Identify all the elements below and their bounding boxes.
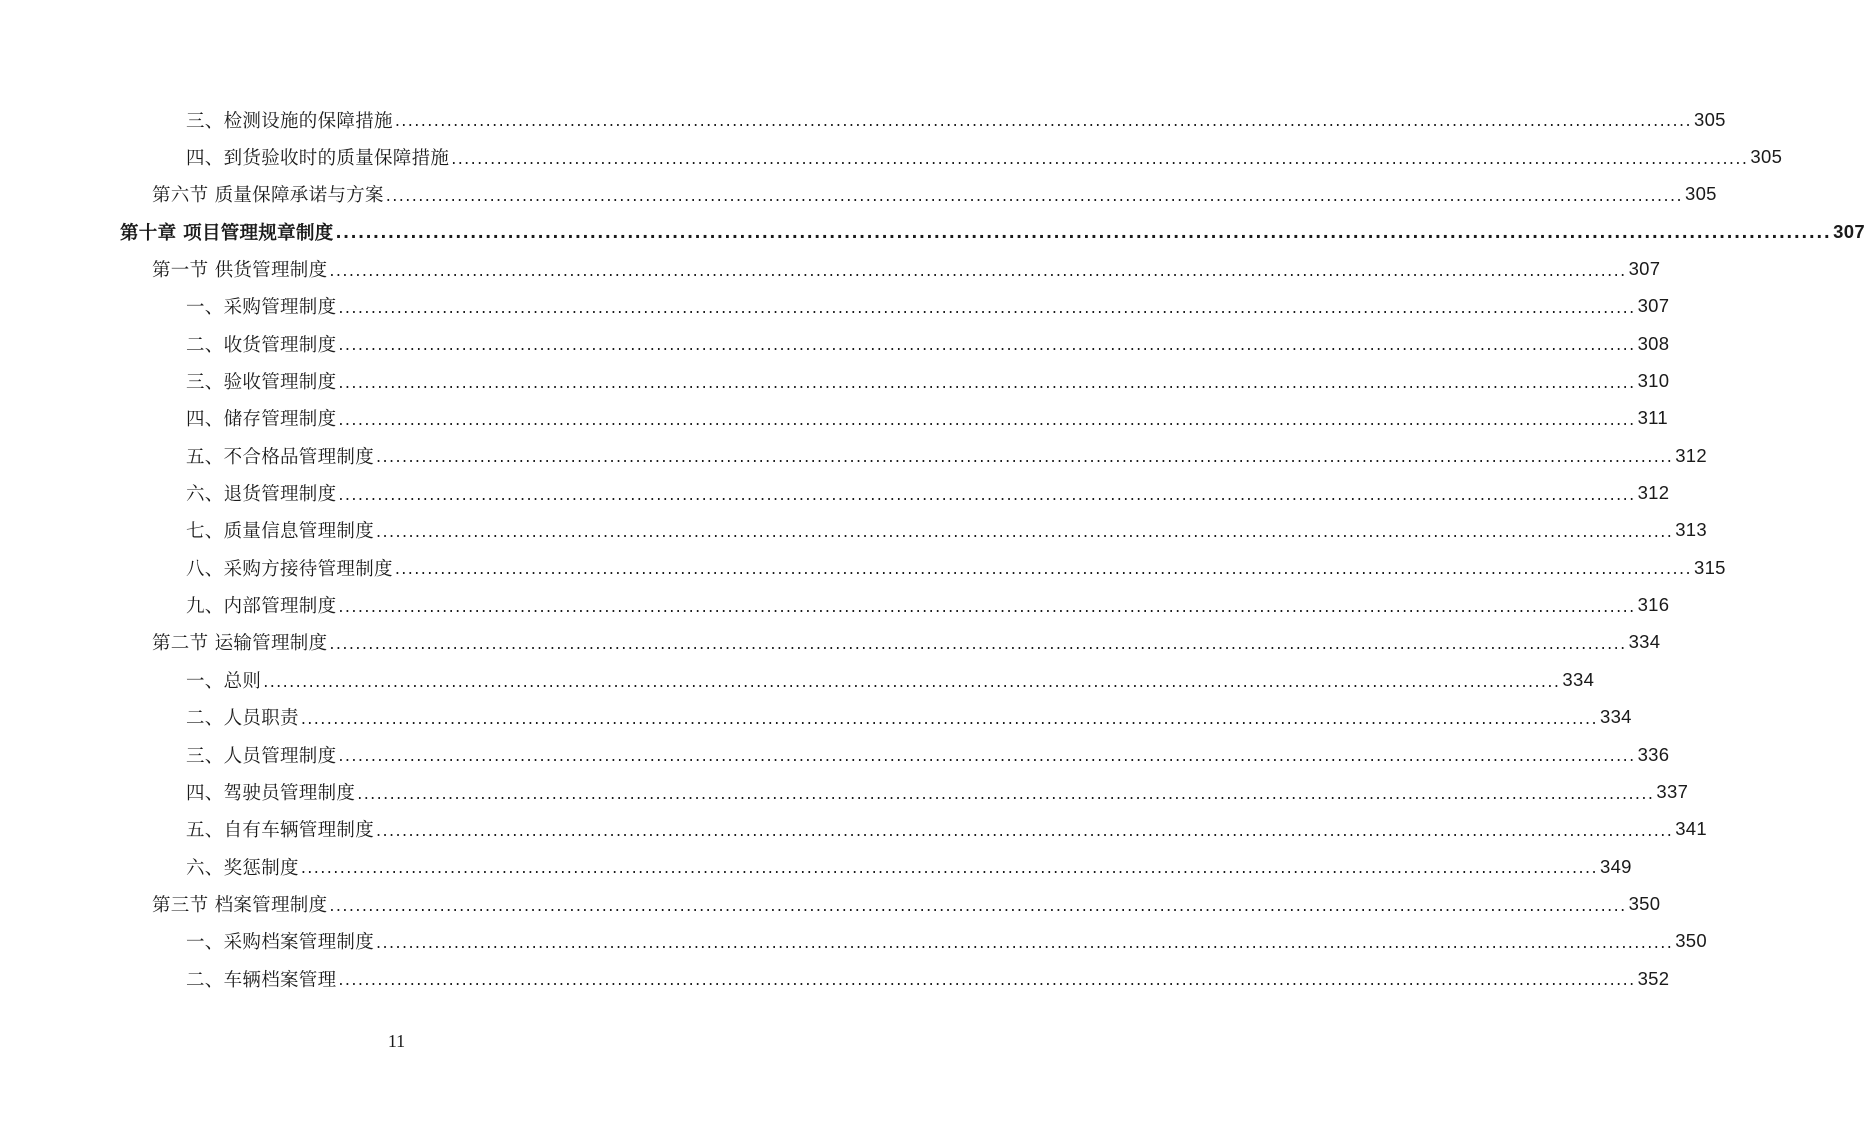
toc-entry-page-number: 315 [1694,556,1726,578]
toc-entry-item[interactable] [0,138,1783,175]
toc-entry-title: 第二节 运输管理制度 [152,633,328,655]
dot-leader: ........................................................................................................................................................................................................ [376,522,1674,542]
toc-entry-page-number: 350 [1628,892,1661,914]
toc-entry-page-number: 310 [1637,370,1670,392]
toc-entry-item[interactable] [0,325,1670,362]
dot-leader: ........................................................................................................................................................................................................ [385,186,1683,206]
toc-entry-page-number: 308 [1637,332,1670,354]
dot-leader: ........................................................................................................................................................................................................ [263,671,1561,691]
toc-entry-item[interactable] [0,288,1670,325]
toc-entry-page-number: 305 [1750,146,1783,168]
toc-entry-page-number: 307 [1628,258,1661,280]
toc-entry-page-number: 307 [1833,220,1865,242]
toc-entry-item[interactable] [0,773,1689,810]
toc-entry-title: 七、质量信息管理制度 [186,521,375,543]
toc-entry-title: 八、采购方接待管理制度 [186,558,393,580]
toc-entry-title: 一、采购管理制度 [186,297,337,319]
dot-leader: ........................................................................................................................................................................................................ [329,260,1627,280]
toc-entry-title: 三、人员管理制度 [186,745,337,767]
toc-entry-title: 一、总则 [186,670,262,692]
toc-entry-page-number: 316 [1637,594,1670,616]
toc-entry-chapter[interactable] [0,213,1865,250]
toc-entry-page-number: 334 [1628,631,1661,653]
dot-leader: ........................................................................................................................................................................................................ [338,372,1636,392]
toc-entry-page-number: 312 [1637,482,1670,504]
toc-entry-title: 四、储存管理制度 [186,409,337,431]
toc-entry-item[interactable] [0,960,1670,997]
toc-entry-page-number: 313 [1675,519,1707,541]
toc-entry-title: 五、自有车辆管理制度 [186,820,375,842]
toc-entry-title: 二、收货管理制度 [186,334,337,356]
toc-entry-title: 三、检测设施的保障措施 [186,110,393,132]
toc-entry-page-number: 305 [1684,183,1717,205]
dot-leader: ........................................................................................................................................................................................................ [338,746,1636,766]
dot-leader: ........................................................................................................................................................................................................ [357,783,1655,803]
toc-entry-item[interactable] [0,474,1670,511]
toc-entry-page-number: 307 [1637,295,1670,317]
toc-entry-page-number: 312 [1675,444,1707,466]
dot-leader: ........................................................................................................................................................................................................ [338,596,1636,616]
toc-entry-item[interactable] [0,101,1726,138]
toc-entry-page-number: 349 [1600,855,1632,877]
toc-entry-page-number: 334 [1562,668,1595,690]
dot-leader: ........................................................................................................................................................................................................ [376,932,1674,952]
toc-entry-page-number: 334 [1600,706,1632,728]
table-of-contents [0,101,1865,997]
dot-leader: ........................................................................................................................................................................................................ [376,447,1674,467]
toc-entry-item[interactable] [0,811,1707,848]
toc-entry-page-number: 305 [1694,108,1726,130]
page-number: 11 [387,1031,406,1051]
toc-entry-page-number: 311 [1637,407,1668,429]
toc-entry-title: 二、车辆档案管理 [186,969,337,991]
dot-leader: ........................................................................................................................................................................................................ [376,820,1674,840]
toc-entry-title: 第三节 档案管理制度 [152,894,328,916]
dot-leader: ........................................................................................................................................................................................................ [338,970,1636,990]
dot-leader: ........................................................................................................................................................................................................ [451,148,1749,168]
toc-entry-item[interactable] [0,437,1707,474]
toc-entry-section[interactable] [0,885,1661,922]
toc-entry-item[interactable] [0,699,1632,736]
toc-entry-title: 三、验收管理制度 [186,372,337,394]
dot-leader: ........................................................................................................................................................................................................ [394,559,1692,579]
toc-entry-page-number: 336 [1637,743,1670,765]
toc-entry-page-number: 352 [1637,967,1670,989]
toc-entry-section[interactable] [0,250,1661,287]
dot-leader: ........................................................................................................................................................................................................ [338,410,1636,430]
toc-entry-title: 二、人员职责 [186,708,299,730]
toc-entry-page-number: 341 [1675,818,1707,840]
toc-entry-title: 第十章 项目管理规章制度 [120,222,334,244]
dot-leader: ........................................................................................................................................................................................................ [338,298,1636,318]
toc-entry-item[interactable] [0,736,1670,773]
toc-entry-section[interactable] [0,624,1661,661]
toc-entry-title: 六、退货管理制度 [186,484,337,506]
dot-leader: ........................................................................................................................................................................................................ [329,634,1627,654]
toc-entry-title: 六、奖惩制度 [186,857,299,879]
toc-entry-item[interactable] [0,512,1707,549]
toc-entry-title: 第一节 供货管理制度 [152,260,328,282]
toc-entry-item[interactable] [0,362,1670,399]
toc-entry-item[interactable] [0,848,1632,885]
dot-leader: ........................................................................................................................................................................................................ [300,858,1598,878]
toc-entry-section[interactable] [0,176,1717,213]
toc-entry-title: 第六节 质量保障承诺与方案 [152,185,384,207]
dot-leader: ........................................................................................................................................................................................................ [335,223,1832,243]
toc-entry-title: 五、不合格品管理制度 [186,446,375,468]
dot-leader: ........................................................................................................................................................................................................ [338,484,1636,504]
toc-entry-page-number: 337 [1656,780,1689,802]
toc-entry-title: 一、采购档案管理制度 [186,932,375,954]
dot-leader: ........................................................................................................................................................................................................ [338,335,1636,355]
dot-leader: ........................................................................................................................................................................................................ [300,708,1598,728]
toc-entry-item[interactable] [0,400,1668,437]
dot-leader: ........................................................................................................................................................................................................ [329,895,1627,915]
toc-entry-title: 四、到货验收时的质量保障措施 [186,148,450,170]
toc-entry-item[interactable] [0,549,1726,586]
dot-leader: ........................................................................................................................................................................................................ [394,111,1692,131]
toc-entry-item[interactable] [0,923,1707,960]
toc-entry-item[interactable] [0,586,1670,623]
toc-entry-title: 九、内部管理制度 [186,596,337,618]
toc-entry-page-number: 350 [1675,930,1707,952]
toc-entry-item[interactable] [0,661,1595,698]
toc-entry-title: 四、驾驶员管理制度 [186,782,356,804]
